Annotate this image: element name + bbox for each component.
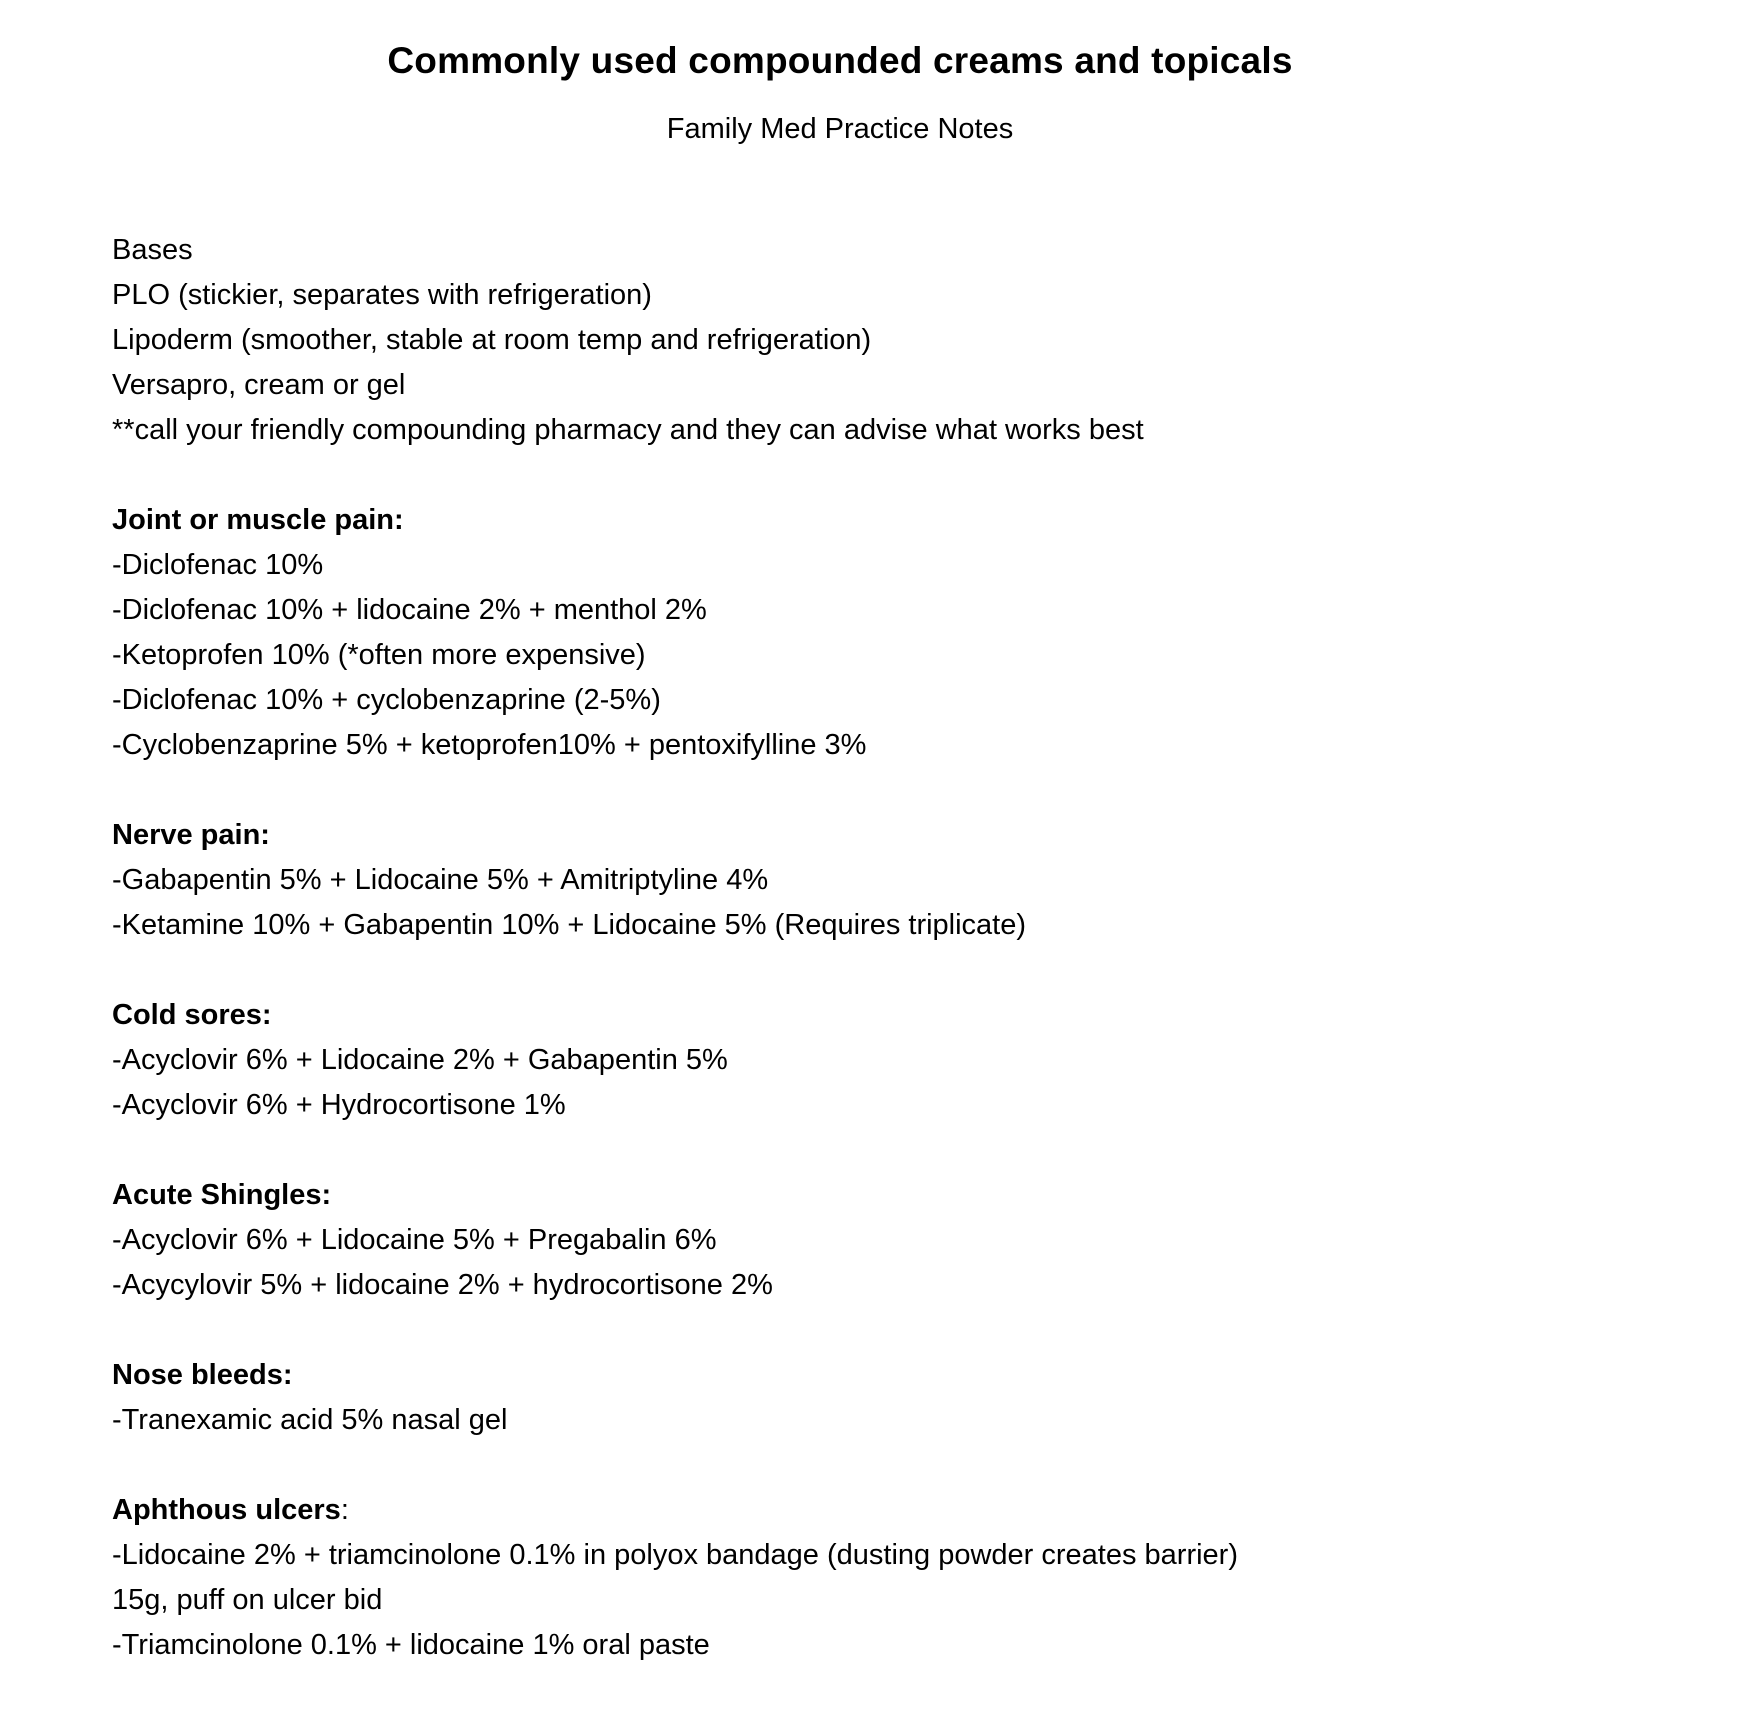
section-nerve-pain: [112, 813, 1568, 948]
section-nose-bleeds: [112, 1353, 1568, 1443]
section-joint-or-muscle-pain: [112, 498, 1568, 768]
document-title: Commonly used compounded creams and topicals: [387, 40, 1293, 81]
formulation-line: -Ketamine 10% + Gabapentin 10% + Lidocaine 5% (Requires triplicate): [112, 909, 1027, 942]
formulation-line: -Acyclovir 6% + Lidocaine 2% + Gabapentin 5%: [112, 1044, 728, 1077]
intro-line: PLO (stickier, separates with refrigeration): [112, 279, 652, 312]
intro-line: Bases: [112, 234, 193, 267]
section-heading-text: Acute Shingles:: [112, 1179, 332, 1212]
intro-line: **call your friendly compounding pharmacy and they can advise what works best: [112, 414, 1144, 447]
section-acute-shingles: [112, 1173, 1568, 1308]
intro-line: Lipoderm (smoother, stable at room temp and refrigeration): [112, 324, 872, 357]
document-page: [0, 40, 1680, 1668]
intro-line: Versapro, cream or gel: [112, 369, 406, 402]
formulation-line: -Acyclovir 6% + Lidocaine 5% + Pregabalin 6%: [112, 1224, 717, 1257]
section-cold-sores: [112, 993, 1568, 1128]
formulation-line: -Diclofenac 10%: [112, 549, 324, 582]
sections-container: [112, 498, 1568, 1668]
formulation-line: -Diclofenac 10% + lidocaine 2% + menthol 2%: [112, 594, 707, 627]
formulation-line: -Acyclovir 6% + Hydrocortisone 1%: [112, 1089, 566, 1122]
formulation-line: -Acycylovir 5% + lidocaine 2% + hydrocortisone 2%: [112, 1269, 773, 1302]
section-heading-text: Aphthous ulcers: [112, 1494, 341, 1527]
formulation-line: -Cyclobenzaprine 5% + ketoprofen10% + pentoxifylline 3%: [112, 729, 867, 762]
section-heading-suffix: :: [340, 1494, 349, 1527]
section-heading-nose-bleeds: [112, 1353, 1568, 1398]
section-heading-acute-shingles: [112, 1173, 1568, 1218]
document-body: [112, 228, 1568, 1668]
section-heading-joint-or-muscle-pain: [112, 498, 1568, 543]
section-heading-text: Nose bleeds:: [112, 1359, 293, 1392]
section-aphthous-ulcers: [112, 1488, 1568, 1668]
document-subtitle: Family Med Practice Notes: [666, 112, 1014, 145]
formulation-line: -Ketoprofen 10% (*often more expensive): [112, 639, 646, 672]
formulation-line: -Tranexamic acid 5% nasal gel: [112, 1404, 508, 1437]
bases-intro-paragraph: [112, 228, 1568, 453]
section-heading-text: Nerve pain:: [112, 819, 270, 852]
section-heading-cold-sores: [112, 993, 1568, 1038]
formulation-line: -Gabapentin 5% + Lidocaine 5% + Amitriptyline 4%: [112, 864, 769, 897]
formulation-line: -Triamcinolone 0.1% + lidocaine 1% oral paste: [112, 1629, 710, 1662]
formulation-line: -Diclofenac 10% + cyclobenzaprine (2-5%): [112, 684, 661, 717]
formulation-line: -Lidocaine 2% + triamcinolone 0.1% in polyox bandage (dusting powder creates barrier): [112, 1539, 1239, 1572]
section-heading-text: Joint or muscle pain:: [112, 504, 404, 537]
section-heading-text: Cold sores:: [112, 999, 272, 1032]
section-heading-aphthous-ulcers: [112, 1488, 1568, 1533]
formulation-line: 15g, puff on ulcer bid: [112, 1584, 383, 1617]
section-heading-nerve-pain: [112, 813, 1568, 858]
